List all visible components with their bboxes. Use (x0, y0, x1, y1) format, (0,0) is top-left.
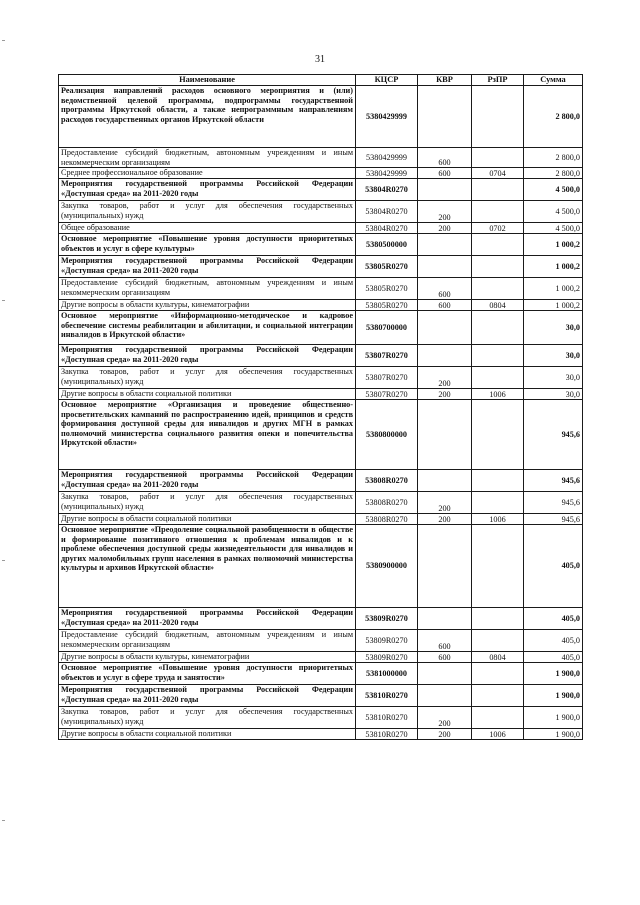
row-kcsr-cell: 53808R0270 (356, 470, 418, 492)
row-rzpr-cell (472, 630, 524, 652)
row-rzpr-cell (472, 148, 524, 168)
row-kvr-cell (418, 608, 472, 630)
table-row (59, 525, 583, 608)
row-kcsr-cell: 53804R0270 (356, 201, 418, 223)
row-kcsr-cell: 53810R0270 (356, 729, 418, 740)
table-row (59, 86, 583, 148)
row-rzpr-cell: 0704 (472, 168, 524, 179)
row-kcsr-cell: 5380800000 (356, 400, 418, 470)
row-sum-cell: 30,0 (524, 367, 583, 389)
row-kcsr-cell: 53808R0270 (356, 514, 418, 525)
table-row (59, 148, 583, 168)
row-sum-cell: 945,6 (524, 400, 583, 470)
row-kvr-cell (418, 311, 472, 345)
row-sum-cell: 405,0 (524, 630, 583, 652)
row-rzpr-cell: 0702 (472, 223, 524, 234)
row-name-cell: Основное мероприятие «Организация и проведение общественно-просветительских кампаний по распространению идей, принципов и средств формирования доступной среды для инвалидов и других МГН в рамках полномочий министерства социального развития опеки и попечительства Иркутской области» (59, 400, 356, 470)
row-name-cell: Закупка товаров, работ и услуг для обеспечения государственных (муниципальных) нужд (59, 201, 356, 223)
header-kcsr: КЦСР (356, 75, 418, 86)
table-row (59, 168, 583, 179)
row-name-cell: Предоставление субсидий бюджетным, автономным учреждениям и иным некоммерческим организациям (59, 148, 356, 168)
row-rzpr-cell: 0804 (472, 300, 524, 311)
row-sum-cell: 1 900,0 (524, 707, 583, 729)
row-sum-cell: 945,6 (524, 492, 583, 514)
table-row (59, 492, 583, 514)
row-kcsr-cell: 53805R0270 (356, 256, 418, 278)
table-row (59, 223, 583, 234)
row-sum-cell: 30,0 (524, 345, 583, 367)
row-kvr-cell (418, 663, 472, 685)
row-rzpr-cell (472, 278, 524, 300)
table-row (59, 311, 583, 345)
scan-edge-mark (2, 300, 5, 301)
row-name-cell: Мероприятия государственной программы Российской Федерации «Доступная среда» на 2011-2020 годы (59, 256, 356, 278)
row-sum-cell: 30,0 (524, 389, 583, 400)
row-rzpr-cell (472, 685, 524, 707)
row-name-cell: Закупка товаров, работ и услуг для обеспечения государственных (муниципальных) нужд (59, 707, 356, 729)
row-kcsr-cell: 5381000000 (356, 663, 418, 685)
table-row (59, 367, 583, 389)
row-name-cell: Среднее профессиональное образование (59, 168, 356, 179)
table-row (59, 729, 583, 740)
table-row (59, 514, 583, 525)
table-row (59, 470, 583, 492)
row-name-cell: Реализация направлений расходов основного мероприятия и (или) ведомственной целевой программы, подпрограммы государственной программы Иркутской области, а также непрограммным направлениям расходов государственных органов Иркутской области (59, 86, 356, 148)
row-sum-cell: 2 800,0 (524, 86, 583, 148)
row-name-cell: Мероприятия государственной программы Российской Федерации «Доступная среда» на 2011-2020 годы (59, 345, 356, 367)
row-kvr-cell (418, 470, 472, 492)
row-kcsr-cell: 53807R0270 (356, 345, 418, 367)
row-kcsr-cell: 53804R0270 (356, 179, 418, 201)
table-row (59, 345, 583, 367)
row-sum-cell: 1 900,0 (524, 729, 583, 740)
row-name-cell: Основное мероприятие «Информационно-методическое и кадровое обеспечение системы реабилитации и абилитации, и социальной интеграции инвалидов в Иркутской области» (59, 311, 356, 345)
row-kvr-cell (418, 234, 472, 256)
row-kvr-cell: 200 (418, 492, 472, 514)
row-sum-cell: 1 000,2 (524, 234, 583, 256)
row-kvr-cell: 600 (418, 300, 472, 311)
row-rzpr-cell (472, 86, 524, 148)
row-kvr-cell (418, 685, 472, 707)
row-rzpr-cell (472, 707, 524, 729)
row-name-cell: Другие вопросы в области социальной политики (59, 389, 356, 400)
row-rzpr-cell (472, 608, 524, 630)
row-kcsr-cell: 53807R0270 (356, 367, 418, 389)
row-kcsr-cell: 5380429999 (356, 168, 418, 179)
row-name-cell: Другие вопросы в области социальной политики (59, 514, 356, 525)
table-row (59, 630, 583, 652)
row-name-cell: Основное мероприятие «Повышение уровня доступности приоритетных объектов и услуг в сфере труда и занятости» (59, 663, 356, 685)
row-rzpr-cell (472, 663, 524, 685)
table-row (59, 608, 583, 630)
row-name-cell: Другие вопросы в области социальной политики (59, 729, 356, 740)
row-kcsr-cell: 53810R0270 (356, 707, 418, 729)
row-kvr-cell: 600 (418, 630, 472, 652)
row-name-cell: Мероприятия государственной программы Российской Федерации «Доступная среда» на 2011-2020 годы (59, 608, 356, 630)
row-sum-cell: 4 500,0 (524, 179, 583, 201)
row-rzpr-cell (472, 201, 524, 223)
row-kcsr-cell: 53804R0270 (356, 223, 418, 234)
row-kvr-cell (418, 345, 472, 367)
budget-table (58, 74, 583, 740)
row-name-cell: Другие вопросы в области культуры, кинематографии (59, 652, 356, 663)
row-rzpr-cell: 1006 (472, 389, 524, 400)
row-kcsr-cell: 5380900000 (356, 525, 418, 608)
row-kvr-cell: 200 (418, 223, 472, 234)
row-kvr-cell: 200 (418, 201, 472, 223)
header-sum: Сумма (524, 75, 583, 86)
row-kcsr-cell: 5380700000 (356, 311, 418, 345)
row-kvr-cell (418, 256, 472, 278)
row-rzpr-cell: 1006 (472, 514, 524, 525)
row-kvr-cell: 600 (418, 168, 472, 179)
row-rzpr-cell (472, 400, 524, 470)
table-row (59, 707, 583, 729)
row-name-cell: Другие вопросы в области культуры, кинематографии (59, 300, 356, 311)
row-kvr-cell: 200 (418, 707, 472, 729)
row-sum-cell: 405,0 (524, 608, 583, 630)
table-row (59, 300, 583, 311)
row-name-cell: Предоставление субсидий бюджетным, автономным учреждениям и иным некоммерческим организациям (59, 278, 356, 300)
row-rzpr-cell (472, 470, 524, 492)
row-sum-cell: 1 000,2 (524, 256, 583, 278)
row-kvr-cell: 200 (418, 514, 472, 525)
table-row (59, 685, 583, 707)
row-sum-cell: 945,6 (524, 514, 583, 525)
row-name-cell: Закупка товаров, работ и услуг для обеспечения государственных (муниципальных) нужд (59, 492, 356, 514)
row-kcsr-cell: 53805R0270 (356, 300, 418, 311)
header-name: Наименование (59, 75, 356, 86)
row-rzpr-cell (472, 234, 524, 256)
row-kvr-cell: 200 (418, 367, 472, 389)
row-rzpr-cell (472, 525, 524, 608)
row-name-cell: Закупка товаров, работ и услуг для обеспечения государственных (муниципальных) нужд (59, 367, 356, 389)
row-sum-cell: 4 500,0 (524, 201, 583, 223)
row-kvr-cell (418, 400, 472, 470)
header-rzpr: РзПР (472, 75, 524, 86)
row-name-cell: Общее образование (59, 223, 356, 234)
row-kcsr-cell: 5380429999 (356, 86, 418, 148)
table-row (59, 389, 583, 400)
row-sum-cell: 1 900,0 (524, 663, 583, 685)
row-rzpr-cell (472, 179, 524, 201)
table-body (59, 86, 583, 740)
row-kcsr-cell: 5380429999 (356, 148, 418, 168)
row-kvr-cell (418, 525, 472, 608)
row-rzpr-cell: 0804 (472, 652, 524, 663)
row-rzpr-cell: 1006 (472, 729, 524, 740)
table-row (59, 179, 583, 201)
row-kcsr-cell: 53809R0270 (356, 652, 418, 663)
row-kvr-cell: 200 (418, 729, 472, 740)
row-sum-cell: 30,0 (524, 311, 583, 345)
row-rzpr-cell (472, 492, 524, 514)
page-number: 31 (315, 54, 325, 65)
row-sum-cell: 2 800,0 (524, 168, 583, 179)
row-kcsr-cell: 53810R0270 (356, 685, 418, 707)
row-kcsr-cell: 53809R0270 (356, 630, 418, 652)
row-kcsr-cell: 53808R0270 (356, 492, 418, 514)
row-rzpr-cell (472, 345, 524, 367)
row-kvr-cell (418, 179, 472, 201)
table-row (59, 652, 583, 663)
table-row (59, 400, 583, 470)
table-row (59, 256, 583, 278)
row-name-cell: Предоставление субсидий бюджетным, автономным учреждениям и иным некоммерческим организациям (59, 630, 356, 652)
row-kcsr-cell: 53809R0270 (356, 608, 418, 630)
row-kvr-cell (418, 86, 472, 148)
table-row (59, 234, 583, 256)
scan-edge-mark (2, 40, 5, 41)
row-name-cell: Мероприятия государственной программы Российской Федерации «Доступная среда» на 2011-2020 годы (59, 685, 356, 707)
row-sum-cell: 945,6 (524, 470, 583, 492)
table-header-row (59, 75, 583, 86)
row-rzpr-cell (472, 367, 524, 389)
row-sum-cell: 405,0 (524, 525, 583, 608)
row-name-cell: Мероприятия государственной программы Российской Федерации «Доступная среда» на 2011-2020 годы (59, 470, 356, 492)
row-kvr-cell: 600 (418, 278, 472, 300)
row-name-cell: Основное мероприятие «Преодоление социальной разобщенности в обществе и формирование позитивного отношения к проблемам инвалидов и к проблеме обеспечения доступной среды жизнедеятельности для инвалидов и других маломобильных групп населения в рамках полномочий министерства культуры и архивов Иркутской области» (59, 525, 356, 608)
row-sum-cell: 405,0 (524, 652, 583, 663)
row-sum-cell: 1 900,0 (524, 685, 583, 707)
scan-edge-mark (2, 820, 5, 821)
table-row (59, 201, 583, 223)
table-row (59, 278, 583, 300)
row-kvr-cell: 600 (418, 148, 472, 168)
row-kvr-cell: 200 (418, 389, 472, 400)
row-name-cell: Мероприятия государственной программы Российской Федерации «Доступная среда» на 2011-2020 годы (59, 179, 356, 201)
row-sum-cell: 4 500,0 (524, 223, 583, 234)
table-row (59, 663, 583, 685)
row-rzpr-cell (472, 256, 524, 278)
row-sum-cell: 1 000,2 (524, 278, 583, 300)
row-kcsr-cell: 53805R0270 (356, 278, 418, 300)
row-kcsr-cell: 5380500000 (356, 234, 418, 256)
row-sum-cell: 2 800,0 (524, 148, 583, 168)
row-name-cell: Основное мероприятие «Повышение уровня доступности приоритетных объектов и услуг в сфере культуры» (59, 234, 356, 256)
row-rzpr-cell (472, 311, 524, 345)
header-kvr: КВР (418, 75, 472, 86)
scan-edge-mark (2, 560, 5, 561)
row-kvr-cell: 600 (418, 652, 472, 663)
row-sum-cell: 1 000,2 (524, 300, 583, 311)
row-kcsr-cell: 53807R0270 (356, 389, 418, 400)
